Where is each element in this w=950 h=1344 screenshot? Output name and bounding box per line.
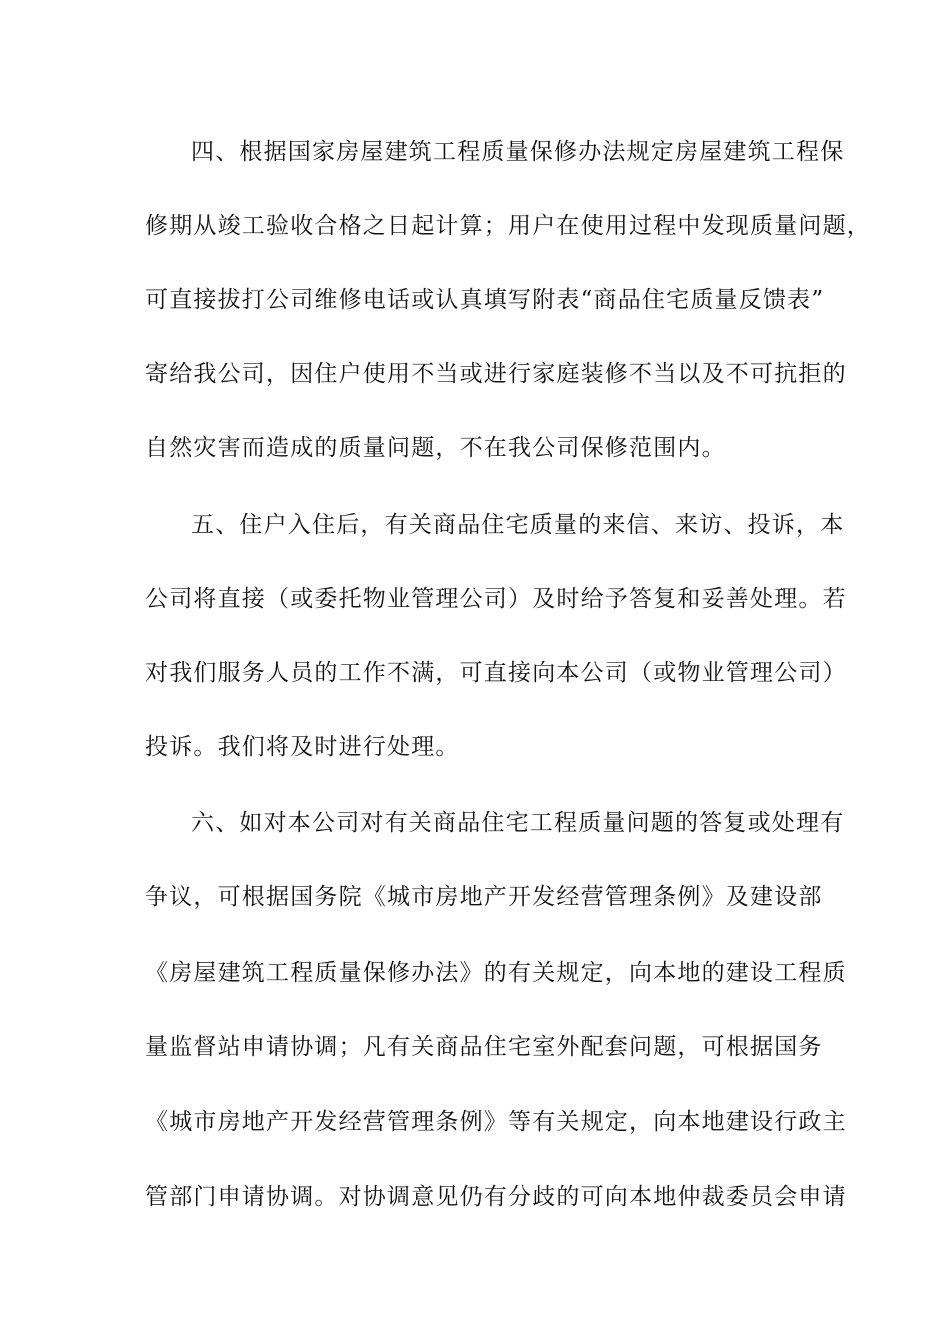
paragraph-5-line-4: 投诉。我们将及时进行处理。 xyxy=(145,734,460,760)
paragraph-4-line-3: 可直接拔打公司维修电话或认真填写附表“商品住宅质量反馈表” xyxy=(145,287,825,313)
paragraph-4-line-5: 自然灾害而造成的质量问题，不在我公司保修范围内。 xyxy=(145,435,726,461)
paragraph-5-line-2: 公司将直接（或委托物业管理公司）及时给予答复和妥善处理。若 xyxy=(145,586,847,612)
paragraph-4-line-1: 四、根据国家房屋建筑工程质量保修办法规定房屋建筑工程保 xyxy=(191,139,845,165)
paragraph-5-line-1: 五、住户入住后，有关商品住宅质量的来信、来访、投诉，本 xyxy=(191,512,845,538)
paragraph-6-line-3: 《房屋建筑工程质量保修办法》的有关规定，向本地的建设工程质 xyxy=(145,960,847,986)
paragraph-6-line-2: 争议，可根据国务院《城市房地产开发经营管理条例》及建设部 xyxy=(145,884,823,910)
paragraph-4-line-4: 寄给我公司，因住户使用不当或进行家庭装修不当以及不可抗拒的 xyxy=(145,361,847,387)
paragraph-5-line-3: 对我们服务人员的工作不满，可直接向本公司（或物业管理公司） xyxy=(145,660,847,686)
paragraph-6-line-6: 管部门申请协调。对协调意见仍有分歧的可向本地仲裁委员会申请 xyxy=(145,1184,847,1210)
paragraph-6-line-4: 量监督站申请协调；凡有关商品住宅室外配套问题，可根据国务 xyxy=(145,1034,823,1060)
paragraph-6-line-1: 六、如对本公司对有关商品住宅工程质量问题的答复或处理有 xyxy=(191,810,845,836)
paragraph-6-line-5: 《城市房地产开发经营管理条例》等有关规定，向本地建设行政主 xyxy=(145,1109,847,1135)
paragraph-4-line-2: 修期从竣工验收合格之日起计算；用户在使用过程中发现质量问题， xyxy=(145,213,871,239)
